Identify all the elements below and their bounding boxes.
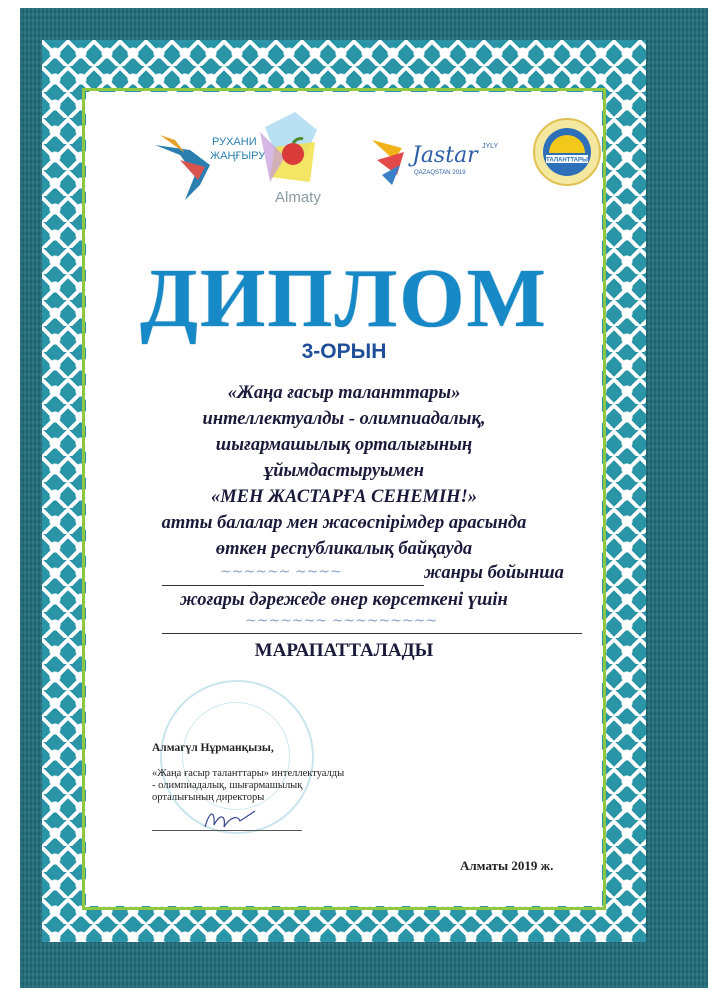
body-line-3: шығармашылық орталығының [215, 435, 473, 455]
body-line-2: интеллектуалды - олимпиадалық, [202, 409, 486, 429]
director-role-line-1: «Жаңа ғасыр таланттары» интеллектуалды [152, 768, 345, 779]
qazaqstan-2019-label: QAZAQSTAN 2019 [414, 170, 466, 176]
jastar-label: Jastar [412, 143, 478, 168]
genre-handwriting: ~~~~~~ ~~~~ [220, 564, 342, 580]
almaty-label: Almaty [275, 189, 321, 206]
place-date: Алматы 2019 ж. [460, 858, 554, 873]
body-line-5: «МЕН ЖАСТАРҒА СЕНЕМІН!» [210, 487, 478, 507]
signature [200, 805, 260, 833]
talanttary-logo [532, 117, 602, 187]
body-line-7: өткен республикалық байқауда [215, 539, 473, 559]
awarded-label: МАРАПАТТАЛАДЫ [254, 640, 434, 661]
jyly-label: JYLY [482, 143, 499, 150]
jastar-jyly-logo [372, 130, 512, 190]
genre-suffix: жанры бойынша [424, 563, 564, 583]
director-role-line-3: орталығының директоры [152, 792, 265, 803]
zhangyru-label: ЖАҢҒЫРУ [210, 150, 266, 162]
diploma-body [80, 380, 608, 562]
place-award: 3-ОРЫН [301, 340, 387, 363]
director-block [152, 742, 344, 804]
achievement-line: жоғары дәрежеде өнер көрсеткені үшін [180, 590, 508, 610]
talanttary-label: ТАЛАНТТАРЫ [546, 157, 588, 164]
body-line-1: «Жаңа ғасыр таланттары» [227, 383, 461, 403]
body-line-4: ұйымдастыруымен [263, 461, 425, 481]
signature-line [152, 830, 302, 831]
diploma-title: ДИПЛОМ [140, 252, 548, 345]
body-line-6: атты балалар мен жасөспірімдер арасында [161, 513, 527, 533]
director-name: Алмагүл Нұрманқызы, [152, 742, 274, 754]
recipient-handwriting: ~~~~~~~ ~~~~~~~~~ [245, 613, 438, 629]
almaty-logo [255, 112, 335, 207]
ruhani-label: РУХАНИ [212, 136, 257, 148]
director-role-line-2: - олимпиадалық, шығармашылық [152, 780, 303, 791]
diploma-content [80, 90, 608, 910]
